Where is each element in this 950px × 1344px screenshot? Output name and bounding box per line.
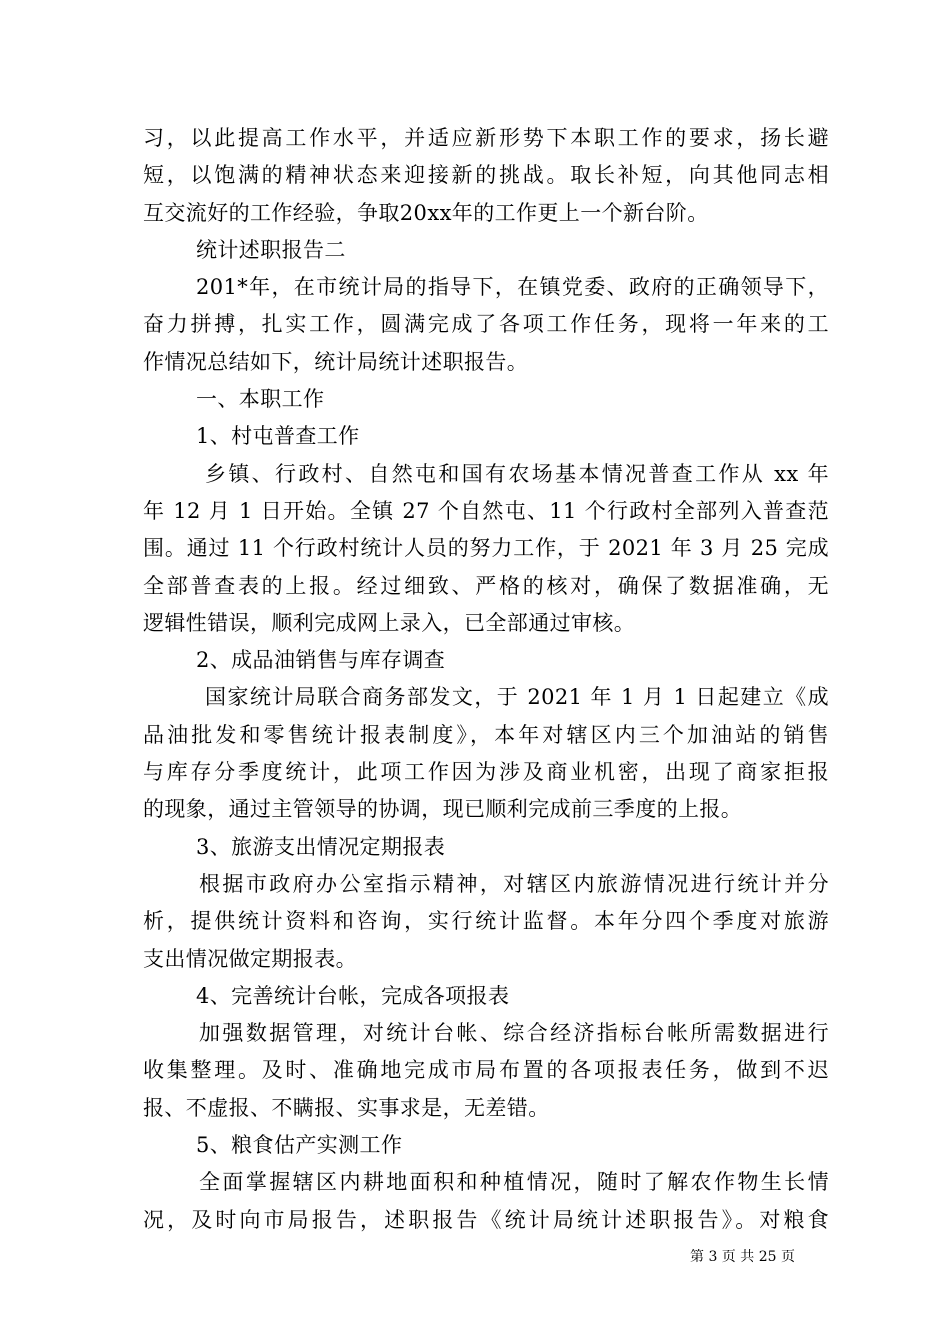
text-line: 根据市政府办公室指示精神，对辖区内旅游情况进行统计并分 bbox=[199, 871, 829, 896]
text-line: 年 12 月 1 日开始。全镇 27 个自然屯、11 个行政村全部列入普查范 bbox=[143, 498, 829, 523]
text-line: 作情况总结如下，统计局统计述职报告。 bbox=[143, 349, 529, 374]
text-line: 习，以此提高工作水平，并适应新形势下本职工作的要求，扬长避 bbox=[143, 126, 829, 150]
section-heading: 一、本职工作 bbox=[196, 387, 325, 412]
subsection-heading: 5、粮食估产实测工作 bbox=[196, 1133, 403, 1158]
text-line: 品油批发和零售统计报表制度》，本年对辖区内三个加油站的销售 bbox=[143, 722, 829, 747]
text-line: 全面掌握辖区内耕地面积和种植情况，随时了解农作物生长情 bbox=[199, 1170, 829, 1195]
text-line: 况，及时向市局报告，述职报告《统计局统计述职报告》。对粮食 bbox=[143, 1207, 829, 1232]
subsection-heading: 3、旅游支出情况定期报表 bbox=[196, 834, 446, 859]
text-line: 乡镇、行政村、自然屯和国有农场基本情况普查工作从 xx 年 bbox=[205, 461, 829, 486]
text-line: 互交流好的工作经验，争取20xx年的工作更上一个新台阶。 bbox=[143, 200, 709, 225]
text-line: 析，提供统计资料和咨询，实行统计监督。本年分四个季度对旅游 bbox=[143, 909, 829, 934]
text-line: 短，以饱满的精神状态来迎接新的挑战。取长补短，向其他同志相 bbox=[143, 163, 829, 188]
document-body bbox=[143, 120, 829, 1239]
section-heading: 统计述职报告二 bbox=[196, 237, 346, 262]
text-line: 围。通过 11 个行政村统计人员的努力工作，于 2021 年 3 月 25 完成 bbox=[143, 536, 829, 561]
text-line: 国家统计局联合商务部发文，于 2021 年 1 月 1 日起建立《成 bbox=[205, 685, 829, 710]
subsection-heading: 1、村屯普查工作 bbox=[196, 424, 360, 449]
subsection-heading: 4、完善统计台帐，完成各项报表 bbox=[196, 983, 510, 1008]
text-line: 201*年，在市统计局的指导下，在镇党委、政府的正确领导下， bbox=[196, 275, 829, 300]
text-line: 的现象，通过主管领导的协调，现已顺利完成前三季度的上报。 bbox=[143, 797, 743, 822]
text-line: 逻辑性错误，顺利完成网上录入，已全部通过审核。 bbox=[143, 610, 636, 635]
text-line: 支出情况做定期报表。 bbox=[143, 946, 357, 971]
text-line: 报、不虚报、不瞒报、实事求是，无差错。 bbox=[143, 1095, 550, 1120]
text-line: 与库存分季度统计，此项工作因为涉及商业机密，出现了商家拒报 bbox=[143, 760, 829, 785]
text-line: 加强数据管理，对统计台帐、综合经济指标台帐所需数据进行 bbox=[199, 1021, 829, 1046]
page-number: 第 3 页 共 25 页 bbox=[690, 1249, 795, 1265]
text-line: 奋力拼搏，扎实工作，圆满完成了各项工作任务，现将一年来的工 bbox=[143, 312, 829, 337]
subsection-heading: 2、成品油销售与库存调查 bbox=[196, 648, 446, 673]
text-line: 全部普查表的上报。经过细致、严格的核对，确保了数据准确，无 bbox=[143, 573, 829, 598]
text-line: 收集整理。及时、准确地完成市局布置的各项报表任务，做到不迟 bbox=[143, 1058, 829, 1083]
